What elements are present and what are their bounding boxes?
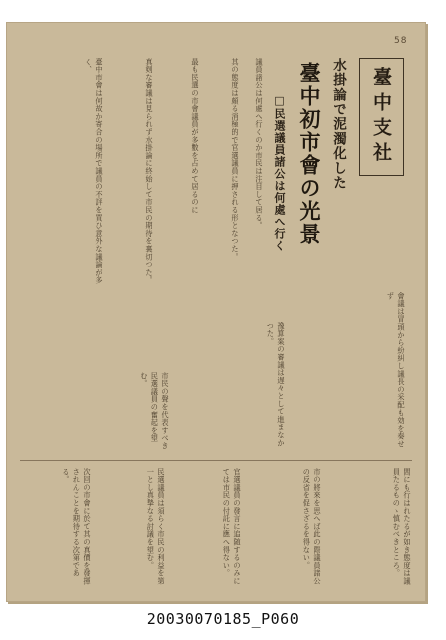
body-column: 最も民選の市會議員が多數を占めて居るのに — [191, 58, 200, 214]
article-headline: 臺中初市會の光景 — [297, 62, 322, 246]
section-box — [359, 58, 404, 176]
page-number: 58 — [394, 36, 408, 46]
body-column: 議員諸公は何處へ行くのか市民は注目して居る。 — [255, 58, 264, 230]
newspaper-page — [6, 22, 426, 602]
body-column: 豫算案の審議は遅々として進まなかつた。 — [266, 322, 286, 447]
body-column: 臺中市會は何故か寄合の場所で議員の不評を買ひ意外な議論が多く、 — [84, 58, 104, 285]
body-column: 民選議員は須らく市民の利益を第一とし真摯なる討議を望む。 — [146, 468, 166, 585]
body-column: 市民の聲を代表すべき民選議員の奮起を望む。 — [139, 372, 170, 450]
body-column: 真剣な審議は見られず水掛論に終始して市民の期待を裏切つた。 — [145, 58, 154, 285]
archive-caption: 20030070185_P060 — [146, 610, 300, 628]
body-column: 市の將來を思へば此の際議員諸公の反省を促さざるを得ない。 — [302, 468, 322, 585]
body-column: 間にも行はれたるが如き態度は議員たるものゝ慎むべきところ。 — [392, 468, 412, 585]
section-divider — [20, 460, 412, 461]
section-title: 臺中支社 — [370, 67, 392, 167]
body-column: 次回の市會に於て其の真價を發揮されんことを期待する次第である。 — [61, 468, 92, 585]
body-column: 會議は冒頭から紛糾し議長の采配も効を奏せず — [386, 292, 406, 448]
body-column: 其の態度は頗る消極的で官選議員に押される形となつた。 — [231, 58, 240, 261]
article-subhead: 水掛論で泥濁化した — [330, 58, 346, 191]
article-deck: □民選議員諸公は何處へ行く — [273, 94, 286, 252]
body-column: 官選議員の發言に追随するのみにては市民の付託に應へ得ない。 — [222, 468, 242, 585]
